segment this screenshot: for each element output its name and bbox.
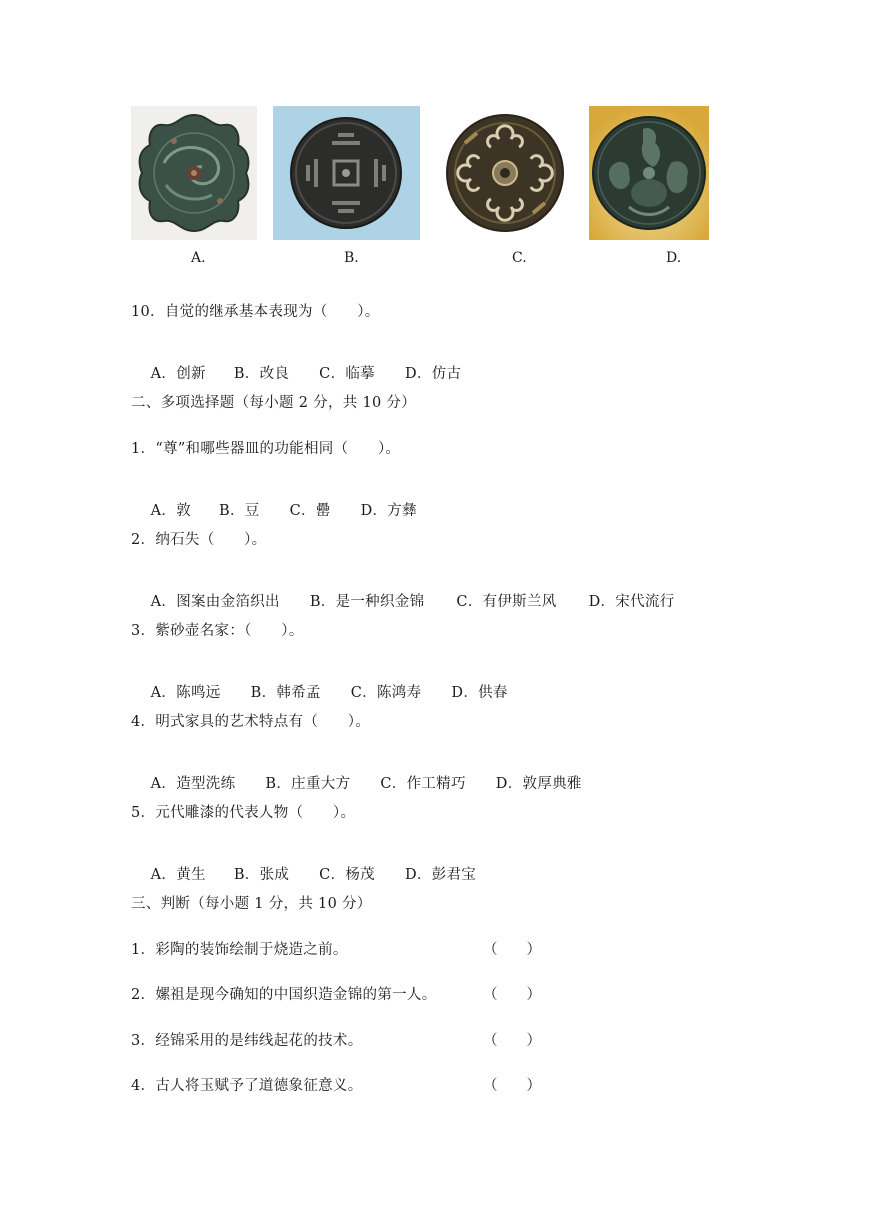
option-b: B．张成 bbox=[233, 867, 290, 883]
option-c: C．杨茂 bbox=[319, 867, 375, 883]
image-b-label: B. bbox=[344, 250, 359, 266]
option-a: A．造型洗练 bbox=[150, 776, 236, 792]
square-pattern-bronze-mirror-icon bbox=[273, 106, 420, 240]
option-a: A．创新 bbox=[150, 366, 206, 382]
option-b: B．是一种织金锦 bbox=[309, 594, 425, 610]
option-d: D．供春 bbox=[451, 685, 508, 701]
answer-blank[interactable]: （ ） bbox=[483, 1033, 541, 1049]
answer-blank[interactable]: （ ） bbox=[483, 942, 541, 958]
answer-blank[interactable]: （ ） bbox=[483, 1078, 541, 1094]
image-c-label: C. bbox=[512, 250, 527, 266]
s2-question-5-stem: 5．元代雕漆的代表人物（ ）。 bbox=[131, 805, 356, 821]
judge-item-2: 2．嫘祖是现今确知的中国织造金锦的第一人。 bbox=[131, 987, 437, 1003]
judge-item-1: 1．彩陶的装饰绘制于烧造之前。 bbox=[131, 942, 348, 958]
answer-blank[interactable]: （ ） bbox=[483, 987, 541, 1003]
option-d: D．仿古 bbox=[404, 366, 462, 382]
option-c: C．作工精巧 bbox=[380, 776, 466, 792]
s2-question-1-stem: 1．“尊”和哪些器皿的功能相同（ ）。 bbox=[131, 441, 401, 457]
judge-item-4: 4．古人将玉赋予了道德象征意义。 bbox=[131, 1078, 363, 1094]
option-b: B．庄重大方 bbox=[265, 776, 351, 792]
option-c: C．陈鸿寿 bbox=[350, 685, 422, 701]
option-d: D．方彝 bbox=[360, 503, 417, 519]
option-b: B．改良 bbox=[233, 366, 290, 382]
section-2-title: 二、多项选择题（每小题 2 分，共 10 分） bbox=[131, 395, 417, 411]
section-3-title: 三、判断（每小题 1 分，共 10 分） bbox=[131, 896, 372, 912]
figure-relief-bronze-mirror-icon bbox=[589, 106, 709, 240]
option-c: C．罍 bbox=[289, 503, 331, 519]
option-a: A．图案由金箔织出 bbox=[150, 594, 280, 610]
option-b: B．豆 bbox=[219, 503, 260, 519]
s2-question-3-stem: 3．紫砂壶名家：（ ）。 bbox=[131, 623, 304, 639]
option-a: A．敦 bbox=[150, 503, 192, 519]
s2-question-2-stem: 2．纳石失（ ）。 bbox=[131, 532, 267, 548]
s2-question-4-stem: 4．明式家具的艺术特点有（ ）。 bbox=[131, 714, 371, 730]
image-a-label: A. bbox=[191, 250, 206, 266]
image-d-label: D. bbox=[666, 250, 682, 266]
option-a: A．黄生 bbox=[150, 867, 206, 883]
option-d: D．彭君宝 bbox=[404, 867, 477, 883]
floral-bronze-mirror-icon bbox=[131, 106, 257, 240]
question-10-stem: 10．自觉的继承基本表现为（ ）。 bbox=[131, 304, 380, 320]
cloud-pattern-bronze-mirror-icon bbox=[443, 106, 568, 240]
option-a: A．陈鸣远 bbox=[150, 685, 221, 701]
option-c: C．临摹 bbox=[319, 366, 375, 382]
option-d: D．宋代流行 bbox=[588, 594, 675, 610]
option-b: B．韩希孟 bbox=[250, 685, 321, 701]
judge-item-3: 3．经锦采用的是纬线起花的技术。 bbox=[131, 1033, 363, 1049]
option-c: C．有伊斯兰风 bbox=[456, 594, 557, 610]
option-d: D．敦厚典雅 bbox=[495, 776, 582, 792]
